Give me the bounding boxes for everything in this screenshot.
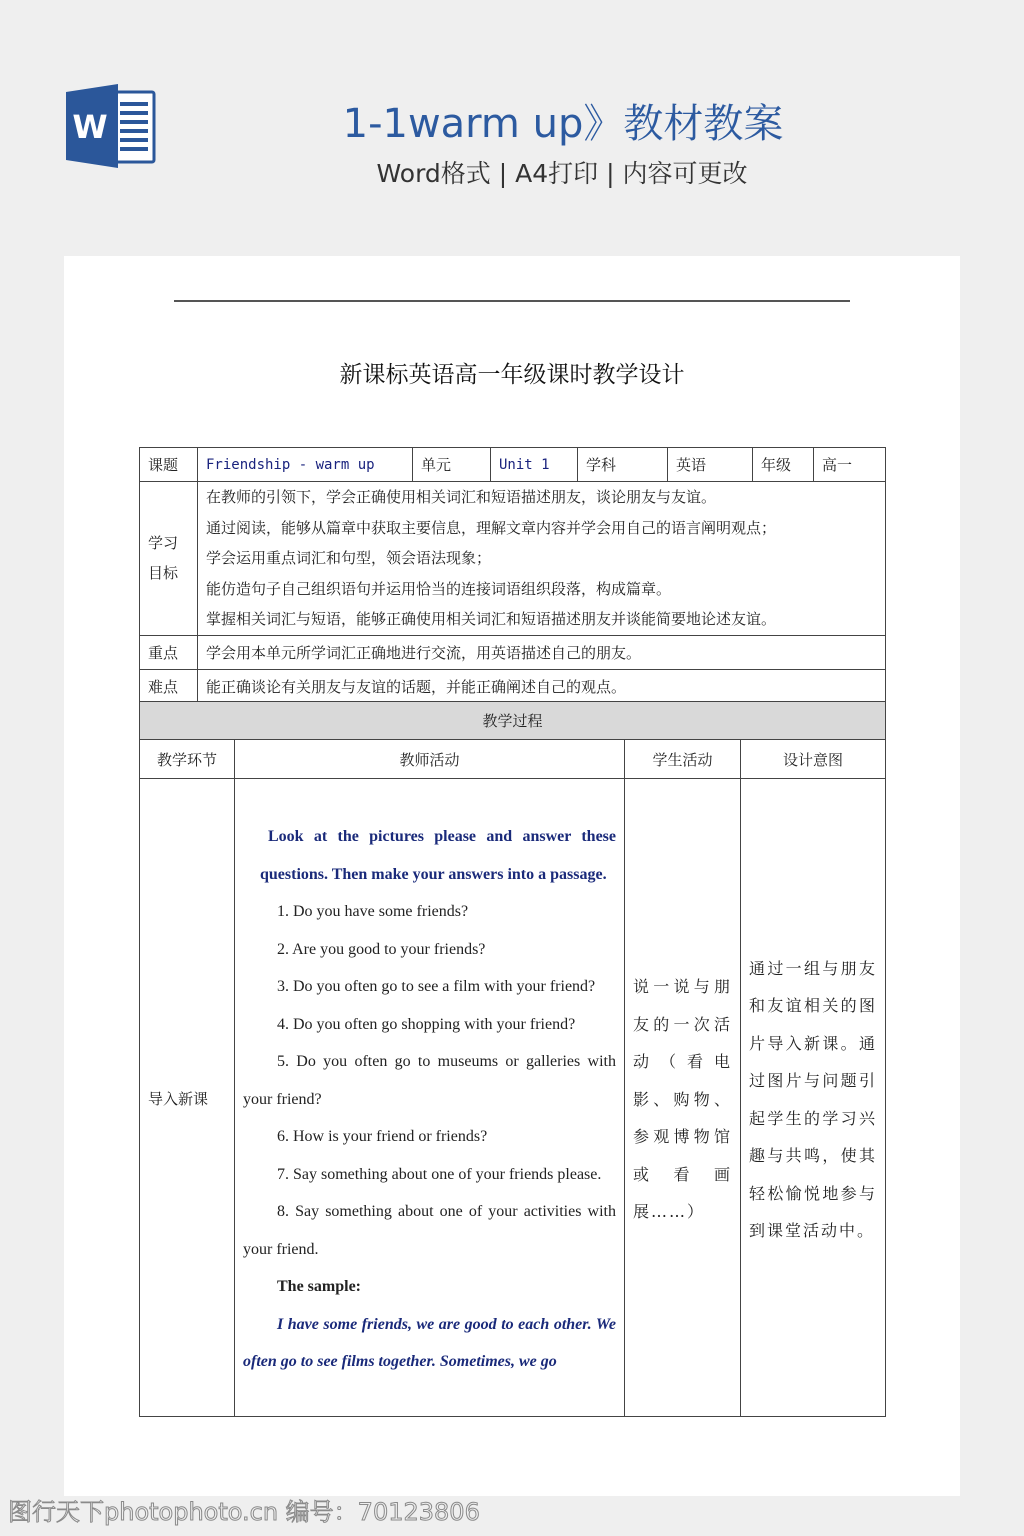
objective-item: 在教师的引领下，学会正确使用相关词汇和短语描述朋友，谈论朋友与友谊。 bbox=[206, 488, 717, 506]
difficulty-row bbox=[140, 669, 886, 703]
objectives-label bbox=[140, 482, 198, 636]
question-item: 6. How is your friend or friends? bbox=[277, 1128, 488, 1146]
unit-value: Unit 1 bbox=[491, 448, 578, 482]
difficulty-label: 难点 bbox=[140, 669, 198, 703]
grade-value: 高一 bbox=[814, 448, 886, 482]
key-point-text: 学会用本单元所学词汇正确地进行交流，用英语描述自己的朋友。 bbox=[198, 635, 886, 669]
question-item: 7. Say something about one of your friends please. bbox=[277, 1165, 602, 1183]
objectives-row bbox=[140, 482, 886, 636]
question-item: 2. Are you good to your friends? bbox=[277, 940, 486, 958]
key-point-row bbox=[140, 635, 886, 669]
objective-item: 能仿造句子自己组织语句并运用恰当的连接词语组织段落，构成篇章。 bbox=[206, 579, 672, 598]
objectives-list bbox=[198, 482, 886, 636]
question-item: 4. Do you often go shopping with your friend? bbox=[277, 1015, 576, 1033]
question-item: 8. Say something about one of your activities with your friend. bbox=[243, 1203, 616, 1258]
subject-label: 学科 bbox=[578, 448, 668, 482]
student-activity-cell: 说一说与朋友的一次活动（看电影、购物、参观博物馆或看画展……） bbox=[625, 779, 741, 1417]
sample-text: I have some friends, we are good to each other. We often go to see films together. Sometimes, we go bbox=[243, 1315, 616, 1371]
topic-label: 课题 bbox=[140, 448, 198, 482]
process-section-title: 教学过程 bbox=[140, 702, 886, 740]
teacher-intro: Look at the pictures please and answer these questions. Then make your answers into a passage. bbox=[260, 828, 616, 883]
objective-item: 学会运用重点词汇和句型，领会语法现象； bbox=[206, 549, 492, 567]
process-column-headers bbox=[140, 740, 886, 779]
column-header-teacher: 教师活动 bbox=[235, 740, 625, 779]
column-header-stage: 教学环节 bbox=[140, 740, 235, 779]
topic-value: Friendship - warm up bbox=[198, 448, 413, 482]
teaching-process-table bbox=[139, 701, 886, 1417]
difficulty-text: 能正确谈论有关朋友与友谊的话题，并能正确阐述自己的观点。 bbox=[198, 669, 886, 703]
stage-cell: 导入新课 bbox=[140, 779, 235, 1417]
page-title: 1-1warm up》教材教案 bbox=[342, 101, 784, 147]
design-intent-cell: 通过一组与朋友和友谊相关的图片导入新课。通过图片与问题引起学生的学习兴趣与共鸣，使其轻松愉悦地参与到课堂活动中。 bbox=[741, 779, 886, 1417]
lesson-info-table bbox=[139, 447, 886, 704]
document-page bbox=[64, 256, 960, 1496]
question-item: 5. Do you often go to museums or galleries with your friend? bbox=[243, 1053, 616, 1108]
question-item: 1. Do you have some friends? bbox=[277, 903, 469, 921]
process-row bbox=[140, 779, 886, 1417]
key-point-label: 重点 bbox=[140, 635, 198, 669]
process-section-header bbox=[140, 702, 886, 740]
page-subtitle: Word格式 | A4打印 | 内容可更改 bbox=[376, 159, 748, 188]
column-header-student: 学生活动 bbox=[625, 740, 741, 779]
teacher-activity-cell bbox=[235, 779, 625, 1417]
watermark: 图行天下photophoto.cn 编号：70123806 bbox=[8, 1498, 480, 1526]
sample-label: The sample: bbox=[277, 1278, 361, 1296]
objectives-label-line2: 目标 bbox=[148, 564, 179, 583]
info-row bbox=[140, 448, 886, 482]
column-header-intent: 设计意图 bbox=[741, 740, 886, 779]
header-rule bbox=[174, 300, 850, 302]
svg-text:W: W bbox=[72, 108, 108, 146]
question-item: 3. Do you often go to see a film with your friend? bbox=[277, 978, 596, 996]
grade-label: 年级 bbox=[753, 448, 814, 482]
objectives-label-line1: 学习 bbox=[148, 534, 179, 553]
unit-label: 单元 bbox=[413, 448, 491, 482]
objective-item: 掌握相关词汇与短语，能够正确使用相关词汇和短语描述朋友并谈能简要地论述友谊。 bbox=[206, 610, 777, 628]
objective-item: 通过阅读，能够从篇章中获取主要信息，理解文章内容并学会用自己的语言阐明观点； bbox=[206, 518, 777, 537]
subject-value: 英语 bbox=[668, 448, 753, 482]
document-title: 新课标英语高一年级课时教学设计 bbox=[339, 362, 685, 388]
